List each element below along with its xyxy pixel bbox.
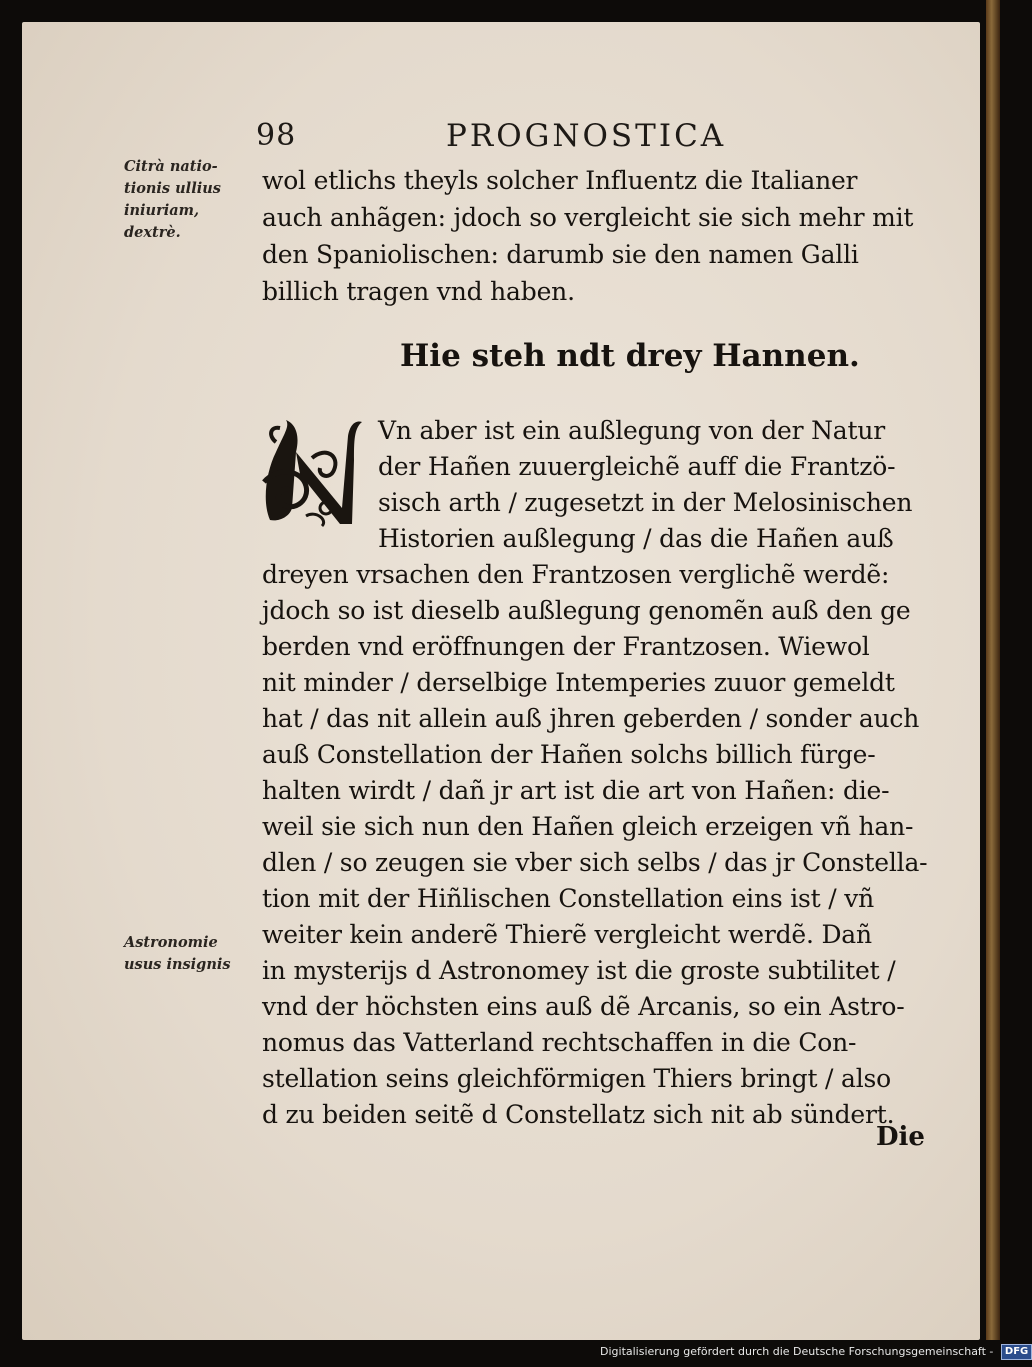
text-line: Historien außlegung / das die Hañen auß: [378, 524, 894, 553]
text-line: auch anhãgen: jdoch so vergleicht sie sich mehr mit: [262, 203, 914, 232]
text-line: in mysterijs d Astronomey ist die groste subtilitet /: [262, 956, 896, 985]
margin-note-second: [124, 932, 256, 976]
text-line: nit minder / derselbige Intemperies zuuor gemeldt: [262, 668, 895, 697]
text-line: hat / das nit allein auß jhren geberden / sonder auch: [262, 704, 920, 733]
text-line: halten wirdt / dañ jr art ist die art von Hañen: die-: [262, 776, 890, 805]
margin-note-line: Astronomie: [124, 934, 218, 951]
text-line: nomus das Vatterland rechtschaffen in die Con-: [262, 1028, 857, 1057]
text-line: vnd der höchsten eins auß dẽ Arcanis, so ein Astro-: [262, 992, 905, 1021]
text-line: weiter kein anderẽ Thierẽ vergleicht werdẽ. Dañ: [262, 920, 872, 949]
text-line: dreyen vrsachen den Frantzosen verglichẽ werdẽ:: [262, 560, 890, 589]
section-heading: Hie steh ndt drey Hannen.: [400, 338, 860, 374]
text-line: weil sie sich nun den Hañen gleich erzeigen vñ han-: [262, 812, 914, 841]
page-number: 98: [256, 118, 297, 153]
decorated-initial-letter: [256, 412, 368, 532]
catchword: Die: [876, 1122, 925, 1152]
margin-note-line: Citrà natio-: [124, 158, 218, 175]
dfg-logo: DFG: [1001, 1344, 1032, 1360]
margin-note-line: iniuriam,: [124, 202, 200, 219]
digitization-footer: [600, 1343, 1032, 1361]
text-line: billich tragen vnd haben.: [262, 277, 575, 306]
margin-note-line: usus insignis: [124, 956, 231, 973]
text-line: wol etlichs theyls solcher Influentz die Italianer: [262, 166, 858, 195]
text-line: auß Constellation der Hañen solchs billich fürge-: [262, 740, 876, 769]
text-line: dlen / so zeugen sie vber sich selbs / das jr Constella-: [262, 848, 928, 877]
text-line: der Hañen zuuergleichẽ auff die Frantzö-: [378, 452, 896, 481]
text-line: stellation seins gleichförmigen Thiers bringt / also: [262, 1064, 891, 1093]
text-line: berden vnd eröffnungen der Frantzosen. Wiewol: [262, 632, 870, 661]
margin-note-line: tionis ullius: [124, 180, 221, 197]
text-line: Vn aber ist ein außlegung von der Natur: [378, 416, 886, 445]
text-line: d zu beiden seitẽ d Constellatz sich nit ab sündert.: [262, 1100, 895, 1129]
margin-note-line: dextrè.: [124, 224, 181, 241]
book-spine-edge: [986, 0, 1000, 1340]
running-title: PROGNOSTICA: [446, 118, 727, 154]
margin-note-first: [124, 156, 256, 244]
text-line: den Spaniolischen: darumb sie den namen Galli: [262, 240, 859, 269]
footer-text: Digitalisierung gefördert durch die Deutsche Forschungsgemeinschaft -: [600, 1345, 994, 1358]
text-line: tion mit der Hiñlischen Constellation eins ist / vñ: [262, 884, 875, 913]
text-line: sisch arth / zugesetzt in der Melosinischen: [378, 488, 913, 517]
text-line: jdoch so ist dieselb außlegung genomẽn auß den ge: [262, 596, 911, 625]
